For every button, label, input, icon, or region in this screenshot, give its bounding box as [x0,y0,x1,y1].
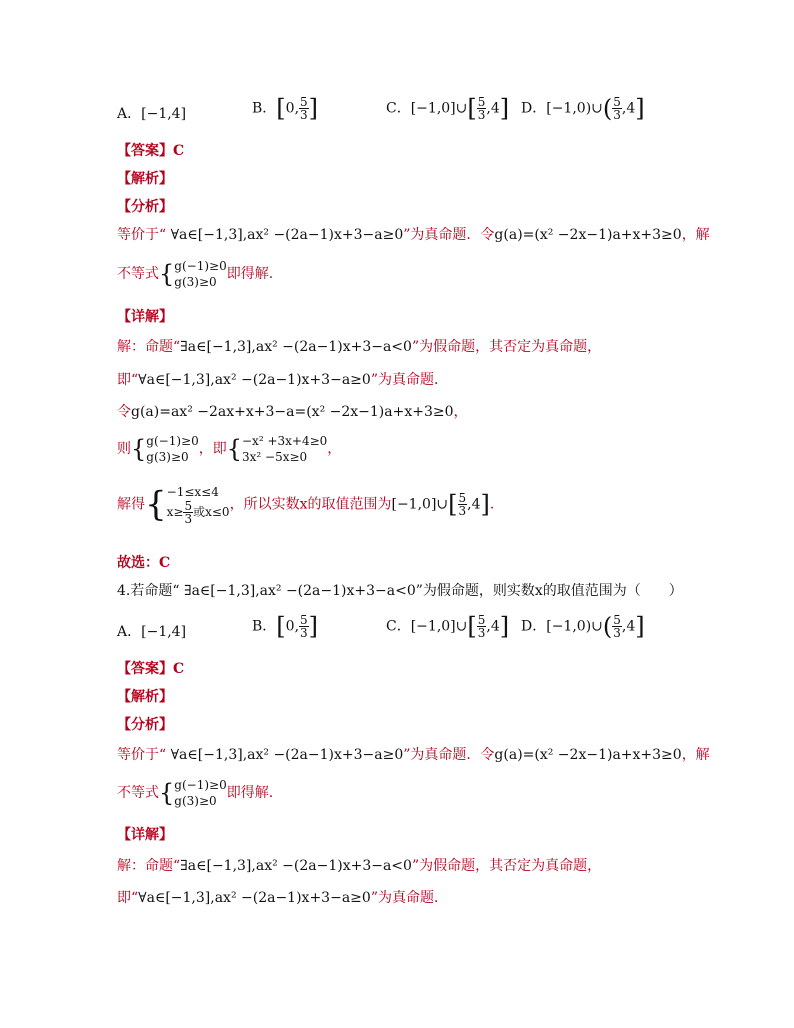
question-4: 4.若命题“ ∃a∈[−1,3],ax² −(2a−1)x+3−a<0”为假命题，则实数x的取值范围为（ ） [117,583,683,599]
option-d: D．[−1,0)∪( $\frac{5}{3}$ ,4] [521,94,645,123]
option-c: C．[−1,0]∪[ $\frac{5}{3}$ ,4] [386,94,510,123]
detail-label: 【详解】 [117,309,173,325]
option-b-2: B．[0, $\frac{5}{3}$ ] [252,612,319,641]
fenxi-line: 等价于“ ∀a∈[−1,3],ax² −(2a−1)x+3−a≥0”为真命题．令g(a)=(x² −2x−1)a+x+3≥0，解 [117,227,710,243]
fenxi-ineq: 不等式{ g(−1)≥0 g(3)≥0 即得解. [117,259,274,289]
option-c-2: C．[−1,0]∪[ $\frac{5}{3}$ ,4] [386,612,510,641]
detail-line-1: 解：命题“∃a∈[−1,3],ax² −(2a−1)x+3−a<0”为假命题，其否定为真命题， [117,339,602,355]
fenxi-label: 【分析】 [117,199,173,215]
answer-label-2: 【答案】C [117,661,185,677]
detail-line-2-2: 即“∀a∈[−1,3],ax² −(2a−1)x+3−a≥0”为真命题． [117,890,448,906]
fenxi-label-2: 【分析】 [117,717,173,733]
fenxi-ineq-2: 不等式{ g(−1)≥0 g(3)≥0 即得解. [117,778,274,808]
detail-label-2: 【详解】 [117,827,173,843]
analysis-label-2: 【解析】 [117,689,173,705]
option-a-2: A．[−1,4] [117,624,187,640]
answer-label: 【答案】C [117,143,185,159]
detail-line-2: 即“∀a∈[−1,3],ax² −(2a−1)x+3−a≥0”为真命题． [117,372,448,388]
detail-line-3: 令g(a)=ax² −2ax+x+3−a=(x² −2x−1)a+x+3≥0， [117,404,468,420]
final-choice: 故选：C [117,555,171,571]
detail-line-5: 解得{ −1≤x≤4 x≥ $\frac{5}{3}$ 或x≤0 ，所以实数x的取值范围为[−1,0]∪[ $\frac{5}{3}$ ,4]. [117,484,495,526]
option-b: B．[0, $\frac{5}{3}$ ] [252,94,319,123]
detail-line-4: 则{ g(−1)≥0 g(3)≥0 ，即{ −x² +3x+4≥0 3x² −5x≥0 ， [117,434,342,464]
fenxi-line-2: 等价于“ ∀a∈[−1,3],ax² −(2a−1)x+3−a≥0”为真命题．令g(a)=(x² −2x−1)a+x+3≥0，解 [117,747,710,763]
analysis-label: 【解析】 [117,171,173,187]
option-a: A．[−1,4] [117,106,187,122]
detail-line-1-2: 解：命题“∃a∈[−1,3],ax² −(2a−1)x+3−a<0”为假命题，其否定为真命题， [117,858,602,874]
option-d-2: D．[−1,0)∪( $\frac{5}{3}$ ,4] [521,612,645,641]
